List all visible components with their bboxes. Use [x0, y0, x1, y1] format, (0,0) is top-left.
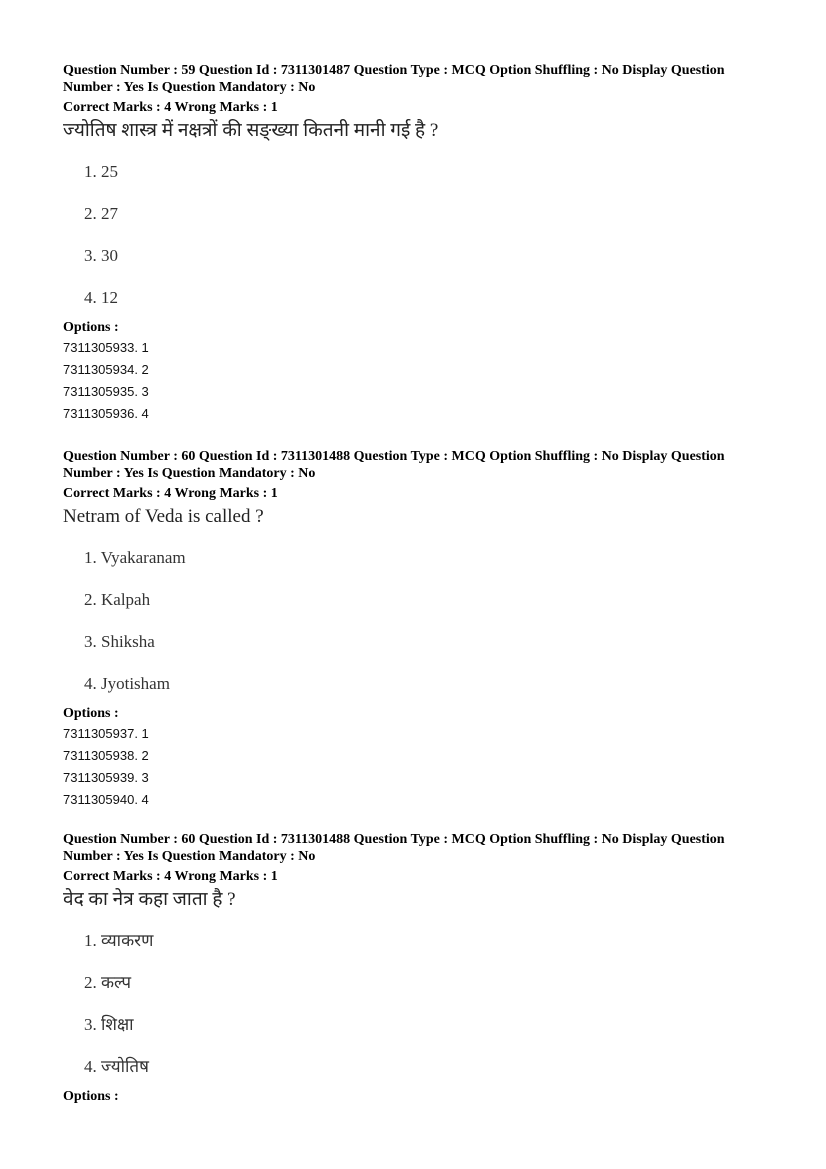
option-id: 7311305940. 4 [63, 792, 149, 807]
option-id: 7311305937. 1 [63, 726, 149, 741]
choice-item: 1. 25 [84, 162, 118, 181]
option-id: 7311305933. 1 [63, 340, 149, 355]
choice-item: 3. शिक्षा [84, 1015, 134, 1034]
question-block [63, 62, 773, 425]
question-meta: Number : Yes Is Question Mandatory : No [63, 849, 316, 864]
question-stem: ज्योतिष शास्त्र में नक्षत्रों की सङ्ख्या कितनी मानी गई है ? [63, 120, 439, 141]
option-id: 7311305935. 3 [63, 384, 149, 399]
choice-item: 2. 27 [84, 204, 118, 223]
choice-item: 1. Vyakaranam [84, 548, 186, 567]
question-marks: Correct Marks : 4 Wrong Marks : 1 [63, 100, 278, 115]
choice-list [63, 920, 773, 1088]
options-label: Options : [63, 706, 119, 721]
question-stem: वेद का नेत्र कहा जाता है ? [63, 889, 236, 910]
question-meta: Number : Yes Is Question Mandatory : No [63, 466, 316, 481]
choice-item: 3. Shiksha [84, 632, 155, 651]
choice-list [63, 151, 773, 319]
choice-item: 2. Kalpah [84, 590, 151, 609]
question-meta: Number : Yes Is Question Mandatory : No [63, 80, 316, 95]
option-id: 7311305934. 2 [63, 362, 149, 377]
options-label: Options : [63, 320, 119, 335]
choice-item: 4. ज्योतिष [84, 1057, 149, 1076]
question-marks: Correct Marks : 4 Wrong Marks : 1 [63, 869, 278, 884]
choice-item: 4. Jyotisham [84, 674, 170, 693]
choice-item: 1. व्याकरण [84, 931, 154, 950]
question-block [63, 448, 773, 811]
question-stem: Netram of Veda is called ? [63, 506, 264, 527]
option-id: 7311305938. 2 [63, 748, 149, 763]
question-meta: Question Number : 60 Question Id : 7311301488 Question Type : MCQ Option Shuffling : No Display Question [63, 832, 725, 847]
question-marks: Correct Marks : 4 Wrong Marks : 1 [63, 486, 278, 501]
choice-item: 3. 30 [84, 246, 118, 265]
option-id: 7311305939. 3 [63, 770, 149, 785]
choice-item: 2. कल्प [84, 973, 132, 992]
options-label: Options : [63, 1089, 119, 1104]
option-id: 7311305936. 4 [63, 406, 149, 421]
question-meta: Question Number : 60 Question Id : 7311301488 Question Type : MCQ Option Shuffling : No Display Question [63, 449, 725, 464]
question-meta: Question Number : 59 Question Id : 7311301487 Question Type : MCQ Option Shuffling : No Display Question [63, 63, 725, 78]
choice-list [63, 537, 773, 705]
question-block [63, 831, 773, 1106]
choice-item: 4. 12 [84, 288, 118, 307]
